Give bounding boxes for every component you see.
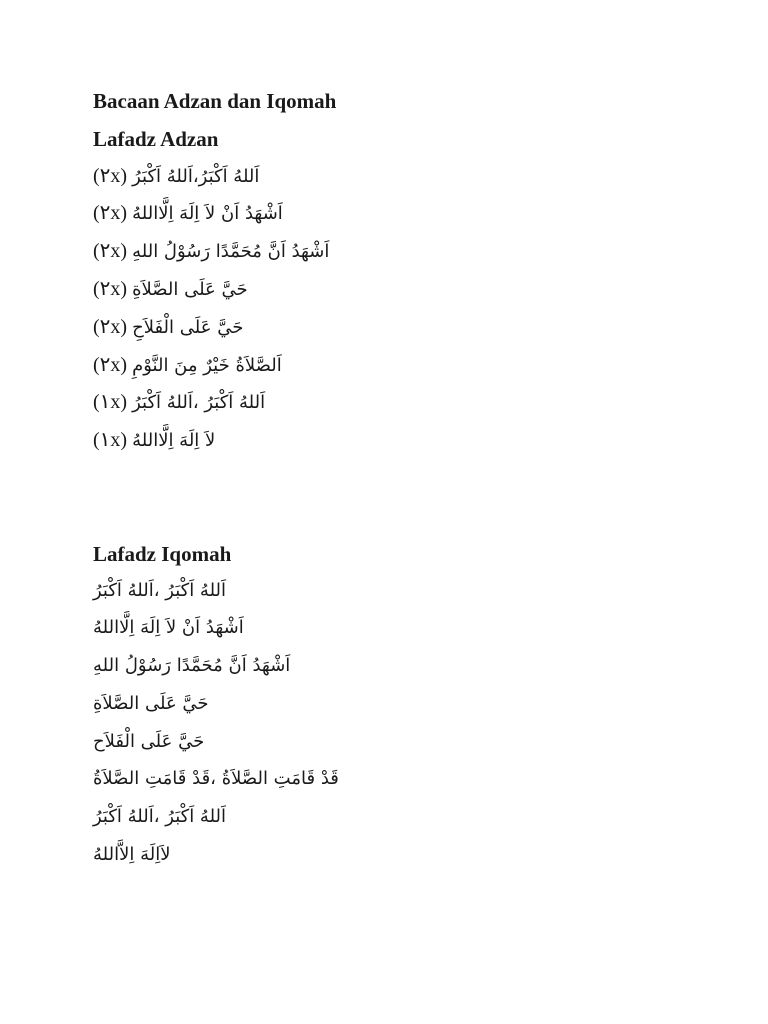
document-title: Bacaan Adzan dan Iqomah <box>93 89 337 113</box>
arabic-text: اَلصَّلاَةُ خَيْرٌ مِنَ النَّوْمِ <box>132 355 282 376</box>
iqomah-line <box>93 652 290 679</box>
adzan-line <box>93 200 283 227</box>
arabic-text: حَيَّ عَلَى الْفَلاَح <box>93 731 205 752</box>
adzan-line <box>93 314 243 341</box>
arabic-text: اَللهُ اَكْبَرُ ،اَللهُ اَكْبَرُ <box>93 580 227 601</box>
iqomah-line <box>93 728 204 755</box>
arabic-text: اَشْهَدُ اَنْ لاَ اِلَهَ اِلَّااللهُ <box>93 617 244 638</box>
adzan-line <box>93 352 282 379</box>
arabic-text: اَللهُ اَكْبَرُ ،اَللهُ اَكْبَرُ <box>93 806 227 827</box>
repeat-count: (٢x) <box>93 240 128 262</box>
arabic-text: اَللهُ اَكْبَرُ،اَللهُ اَكْبَرُ <box>132 166 260 187</box>
repeat-count: (١x) <box>93 429 128 451</box>
adzan-line <box>93 163 259 190</box>
repeat-count: (٢x) <box>93 278 128 300</box>
arabic-text: حَيَّ عَلَى الصَّلاَةِ <box>132 279 248 300</box>
repeat-count: (٢x) <box>93 202 128 224</box>
iqomah-line <box>93 765 339 792</box>
repeat-count: (١x) <box>93 391 128 413</box>
adzan-line <box>93 389 265 416</box>
adzan-heading: Lafadz Adzan <box>93 127 219 151</box>
arabic-text: اَشْهَدُ اَنْ لاَ اِلَهَ اِلَّااللهُ <box>132 203 283 224</box>
arabic-text: اَشْهَدُ اَنَّ مُحَمَّدًا رَسُوْلُ اللهِ <box>132 241 330 262</box>
arabic-text: حَيَّ عَلَى الْفَلاَحِ <box>132 317 244 338</box>
repeat-count: (٢x) <box>93 165 128 187</box>
iqomah-line <box>93 690 209 717</box>
repeat-count: (٢x) <box>93 354 128 376</box>
adzan-line <box>93 238 329 265</box>
iqomah-line <box>93 614 244 641</box>
iqomah-line <box>93 803 226 830</box>
arabic-text: حَيَّ عَلَى الصَّلاَةِ <box>93 693 209 714</box>
arabic-text: قَدْ قَامَتِ الصَّلاَةُ ،قَدْ قَامَتِ الصَّلاَةُ <box>93 768 339 789</box>
adzan-line <box>93 276 248 303</box>
arabic-text: اَللهُ اَكْبَرُ ،اَللهُ اَكْبَرُ <box>132 392 266 413</box>
adzan-line <box>93 427 215 454</box>
iqomah-line <box>93 577 226 604</box>
arabic-text: لاَ اِلَهَ اِلَّااللهُ <box>132 430 216 451</box>
arabic-text: لاَاِلَهَ اِلاَّاللهُ <box>93 844 171 865</box>
arabic-text: اَشْهَدُ اَنَّ مُحَمَّدًا رَسُوْلُ اللهِ <box>93 655 291 676</box>
repeat-count: (٢x) <box>93 316 128 338</box>
iqomah-heading: Lafadz Iqomah <box>93 542 232 566</box>
iqomah-line <box>93 841 170 868</box>
